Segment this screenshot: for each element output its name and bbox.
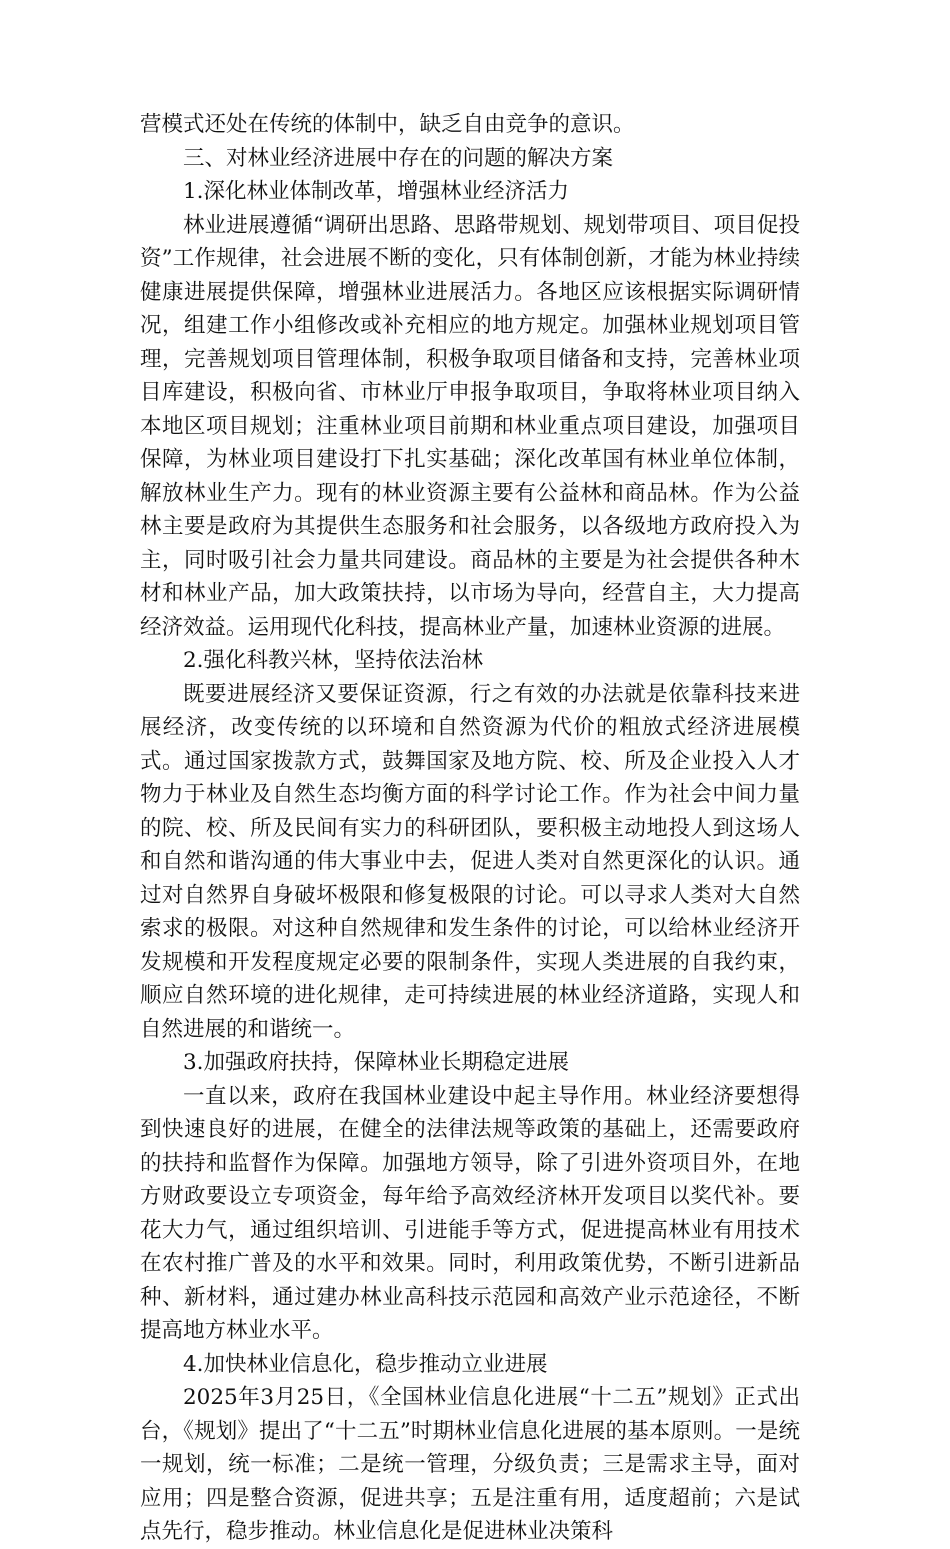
subsection-heading-3: 3.加强政府扶持，保障林业长期稳定进展: [183, 1050, 570, 1075]
subsection-heading-4: 4.加快林业信息化，稳步推动立业进展: [183, 1351, 548, 1377]
body-paragraph-3: 一直以来，政府在我国林业建设中起主导作用。林业经济要想得到快速良好的进展，在健全的法律法规等政策的基础上，还需要政府的扶持和监督作为保障。加强地方领导，除了引进外资项目外，在地方财政要设立专项资金，每年给予高效经济林开发项目以奖代补。要花大力气，通过组织培训、引进能手等方式，促进提高林业有用技术在农村推广普及的水平和效果。同时，利用政策优势，不断引进新品种、新材料，通过建办林业高科技示范园和高效产业示范途径，不断提高地方林业水平。: [140, 1083, 800, 1343]
section-heading: 三、对林业经济进展中存在的问题的解决方案: [183, 145, 614, 171]
continuation-paragraph: 营模式还处在传统的体制中，缺乏自由竞争的意识。: [140, 112, 635, 137]
subsection-heading-2: 2.强化科教兴林，坚持依法治林: [183, 648, 484, 673]
subsection-heading-1: 1.深化林业体制改革，增强林业经济活力: [183, 179, 570, 204]
body-paragraph-2: 既要进展经济又要保证资源，行之有效的办法就是依靠科技来进展经济，改变传统的以环境和自然资源为代价的粗放式经济进展模式。通过国家拨款方式，鼓舞国家及地方院、校、所及企业投入人才物力于林业及自然生态均衡方面的科学讨论工作。作为社会中间力量的院、校、所及民间有实力的科研团队，要积极主动地投人到这场人和自然和谐沟通的伟大事业中去，促进人类对自然更深化的认识。通过对自然界自身破坏极限和修复极限的讨论。可以寻求人类对大自然索求的极限。对这种自然规律和发生条件的讨论，可以给林业经济开发规模和开发程度规定必要的限制条件，实现人类进展的自我约束，顺应自然环境的进化规律，走可持续进展的林业经济道路，实现人和自然进展的和谐统一。: [140, 681, 800, 1042]
body-paragraph-4: 2025年3月25日，《全国林业信息化进展“十二五”规划》正式出台，《规划》提出了“十二五”时期林业信息化进展的基本原则。一是统一规划，统一标准；二是统一管理，分级负责；三是需求主导，面对应用；四是整合资源，促进共享；五是注重有用，适度超前；六是试点先行，稳步推动。林业信息化是促进林业决策科: [140, 1385, 800, 1544]
document-body: [140, 108, 800, 1549]
body-paragraph-1: 林业进展遵循“调研出思路、思路带规划、规划带项目、项目促投资”工作规律，社会进展不断的变化，只有体制创新，才能为林业持续健康进展提供保障，增强林业进展活力。各地区应该根据实际调研情况，组建工作小组修改或补充相应的地方规定。加强林业规划项目管理，完善规划项目管理体制，积极争取项目储备和支持，完善林业项目库建设，积极向省、市林业厅申报争取项目，争取将林业项目纳入本地区项目规划；注重林业项目前期和林业重点项目建设，加强项目保障，为林业项目建设打下扎实基础；深化改革国有林业单位体制，解放林业生产力。现有的林业资源主要有公益林和商品林。作为公益林主要是政府为其提供生态服务和社会服务，以各级地方政府投入为主，同时吸引社会力量共同建设。商品林的主要是为社会提供各种木材和林业产品，加大政策扶持，以市场为导向，经营自主，大力提高经济效益。运用现代化科技，提高林业产量，加速林业资源的进展。: [140, 212, 800, 640]
